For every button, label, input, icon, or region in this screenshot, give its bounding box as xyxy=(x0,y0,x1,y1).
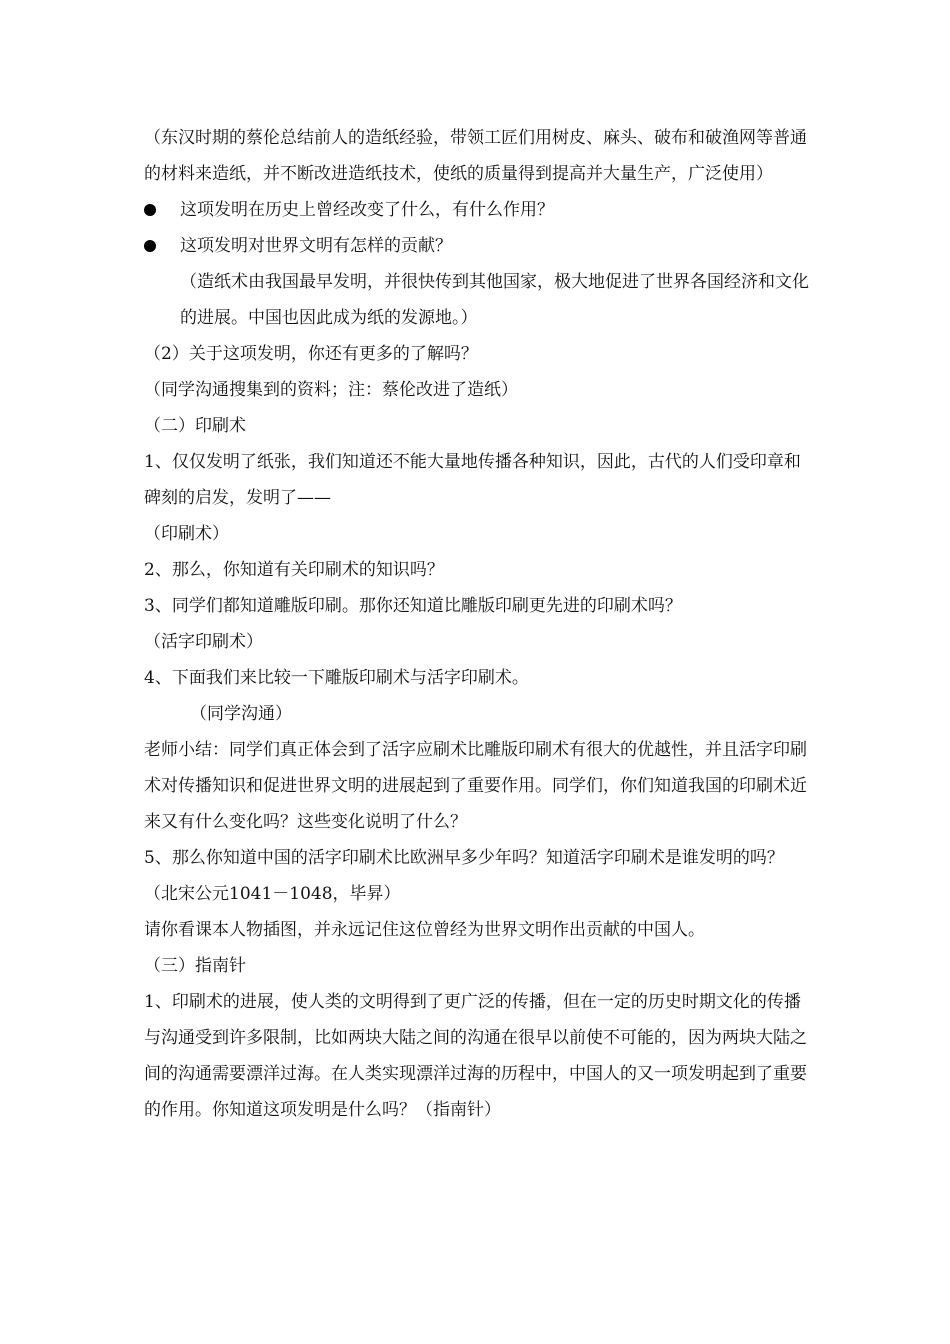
document-body xyxy=(144,120,814,1128)
paragraph: （北宋公元1041－1048，毕昇） xyxy=(144,884,401,904)
bullet-dot-icon xyxy=(144,204,156,216)
paragraph: （同学沟通） xyxy=(190,704,292,724)
bullet-text: 这项发明对世界文明有怎样的贡献？ xyxy=(180,236,452,256)
paragraph: 1、仅仅发明了纸张，我们知道还不能大量地传播各种知识，因此，古代的人们受印章和碑刻的启发，发明了—— xyxy=(144,452,801,508)
paragraph: （2）关于这项发明，你还有更多的了解吗？ xyxy=(144,344,478,364)
bullet-dot-icon xyxy=(144,240,156,252)
bullet-item xyxy=(144,228,814,264)
paragraph: 2、那么，你知道有关印刷术的知识吗？ xyxy=(144,560,444,580)
paragraph: 4、下面我们来比较一下雕版印刷术与活字印刷术。 xyxy=(144,668,529,688)
paragraph: 请你看课本人物插图，并永远记住这位曾经为世界文明作出贡献的中国人。 xyxy=(144,920,705,940)
paragraph: 3、同学们都知道雕版印刷。那你还知道比雕版印刷更先进的印刷术吗？ xyxy=(144,596,682,616)
section-heading: （二）印刷术 xyxy=(144,416,246,436)
bullet-text: 这项发明在历史上曾经改变了什么，有什么作用？ xyxy=(180,200,554,220)
section-heading: （三）指南针 xyxy=(144,956,246,976)
paragraph: （东汉时期的蔡伦总结前人的造纸经验，带领工匠们用树皮、麻头、破布和破渔网等普通的材料来造纸，并不断改进造纸技术，使纸的质量得到提高并大量生产，广泛使用） xyxy=(144,128,807,184)
paragraph: 老师小结：同学们真正体会到了活字应刷术比雕版印刷术有很大的优越性，并且活字印刷术对传播知识和促进世界文明的进展起到了重要作用。同学们，你们知道我国的印刷术近来又有什么变化吗？这些变化说明了什么？ xyxy=(144,740,807,832)
paragraph: （印刷术） xyxy=(144,524,229,544)
paragraph: （造纸术由我国最早发明，并很快传到其他国家，极大地促进了世界各国经济和文化的进展。中国也因此成为纸的发源地。） xyxy=(180,272,809,328)
paragraph: （同学沟通搜集到的资料；注：蔡伦改进了造纸） xyxy=(144,380,518,400)
paragraph: 1、印刷术的进展，使人类的文明得到了更广泛的传播，但在一定的历史时期文化的传播与沟通受到许多限制，比如两块大陆之间的沟通在很早以前使不可能的，因为两块大陆之间的沟通需要漂洋过海。在人类实现漂洋过海的历程中，中国人的又一项发明起到了重要的作用。你知道这项发明是什么吗？（指南针） xyxy=(144,992,807,1120)
paragraph: 5、那么你知道中国的活字印刷术比欧洲早多少年吗？知道活字印刷术是谁发明的吗？ xyxy=(144,848,784,868)
bullet-item xyxy=(144,192,814,228)
paragraph: （活字印刷术） xyxy=(144,632,263,652)
